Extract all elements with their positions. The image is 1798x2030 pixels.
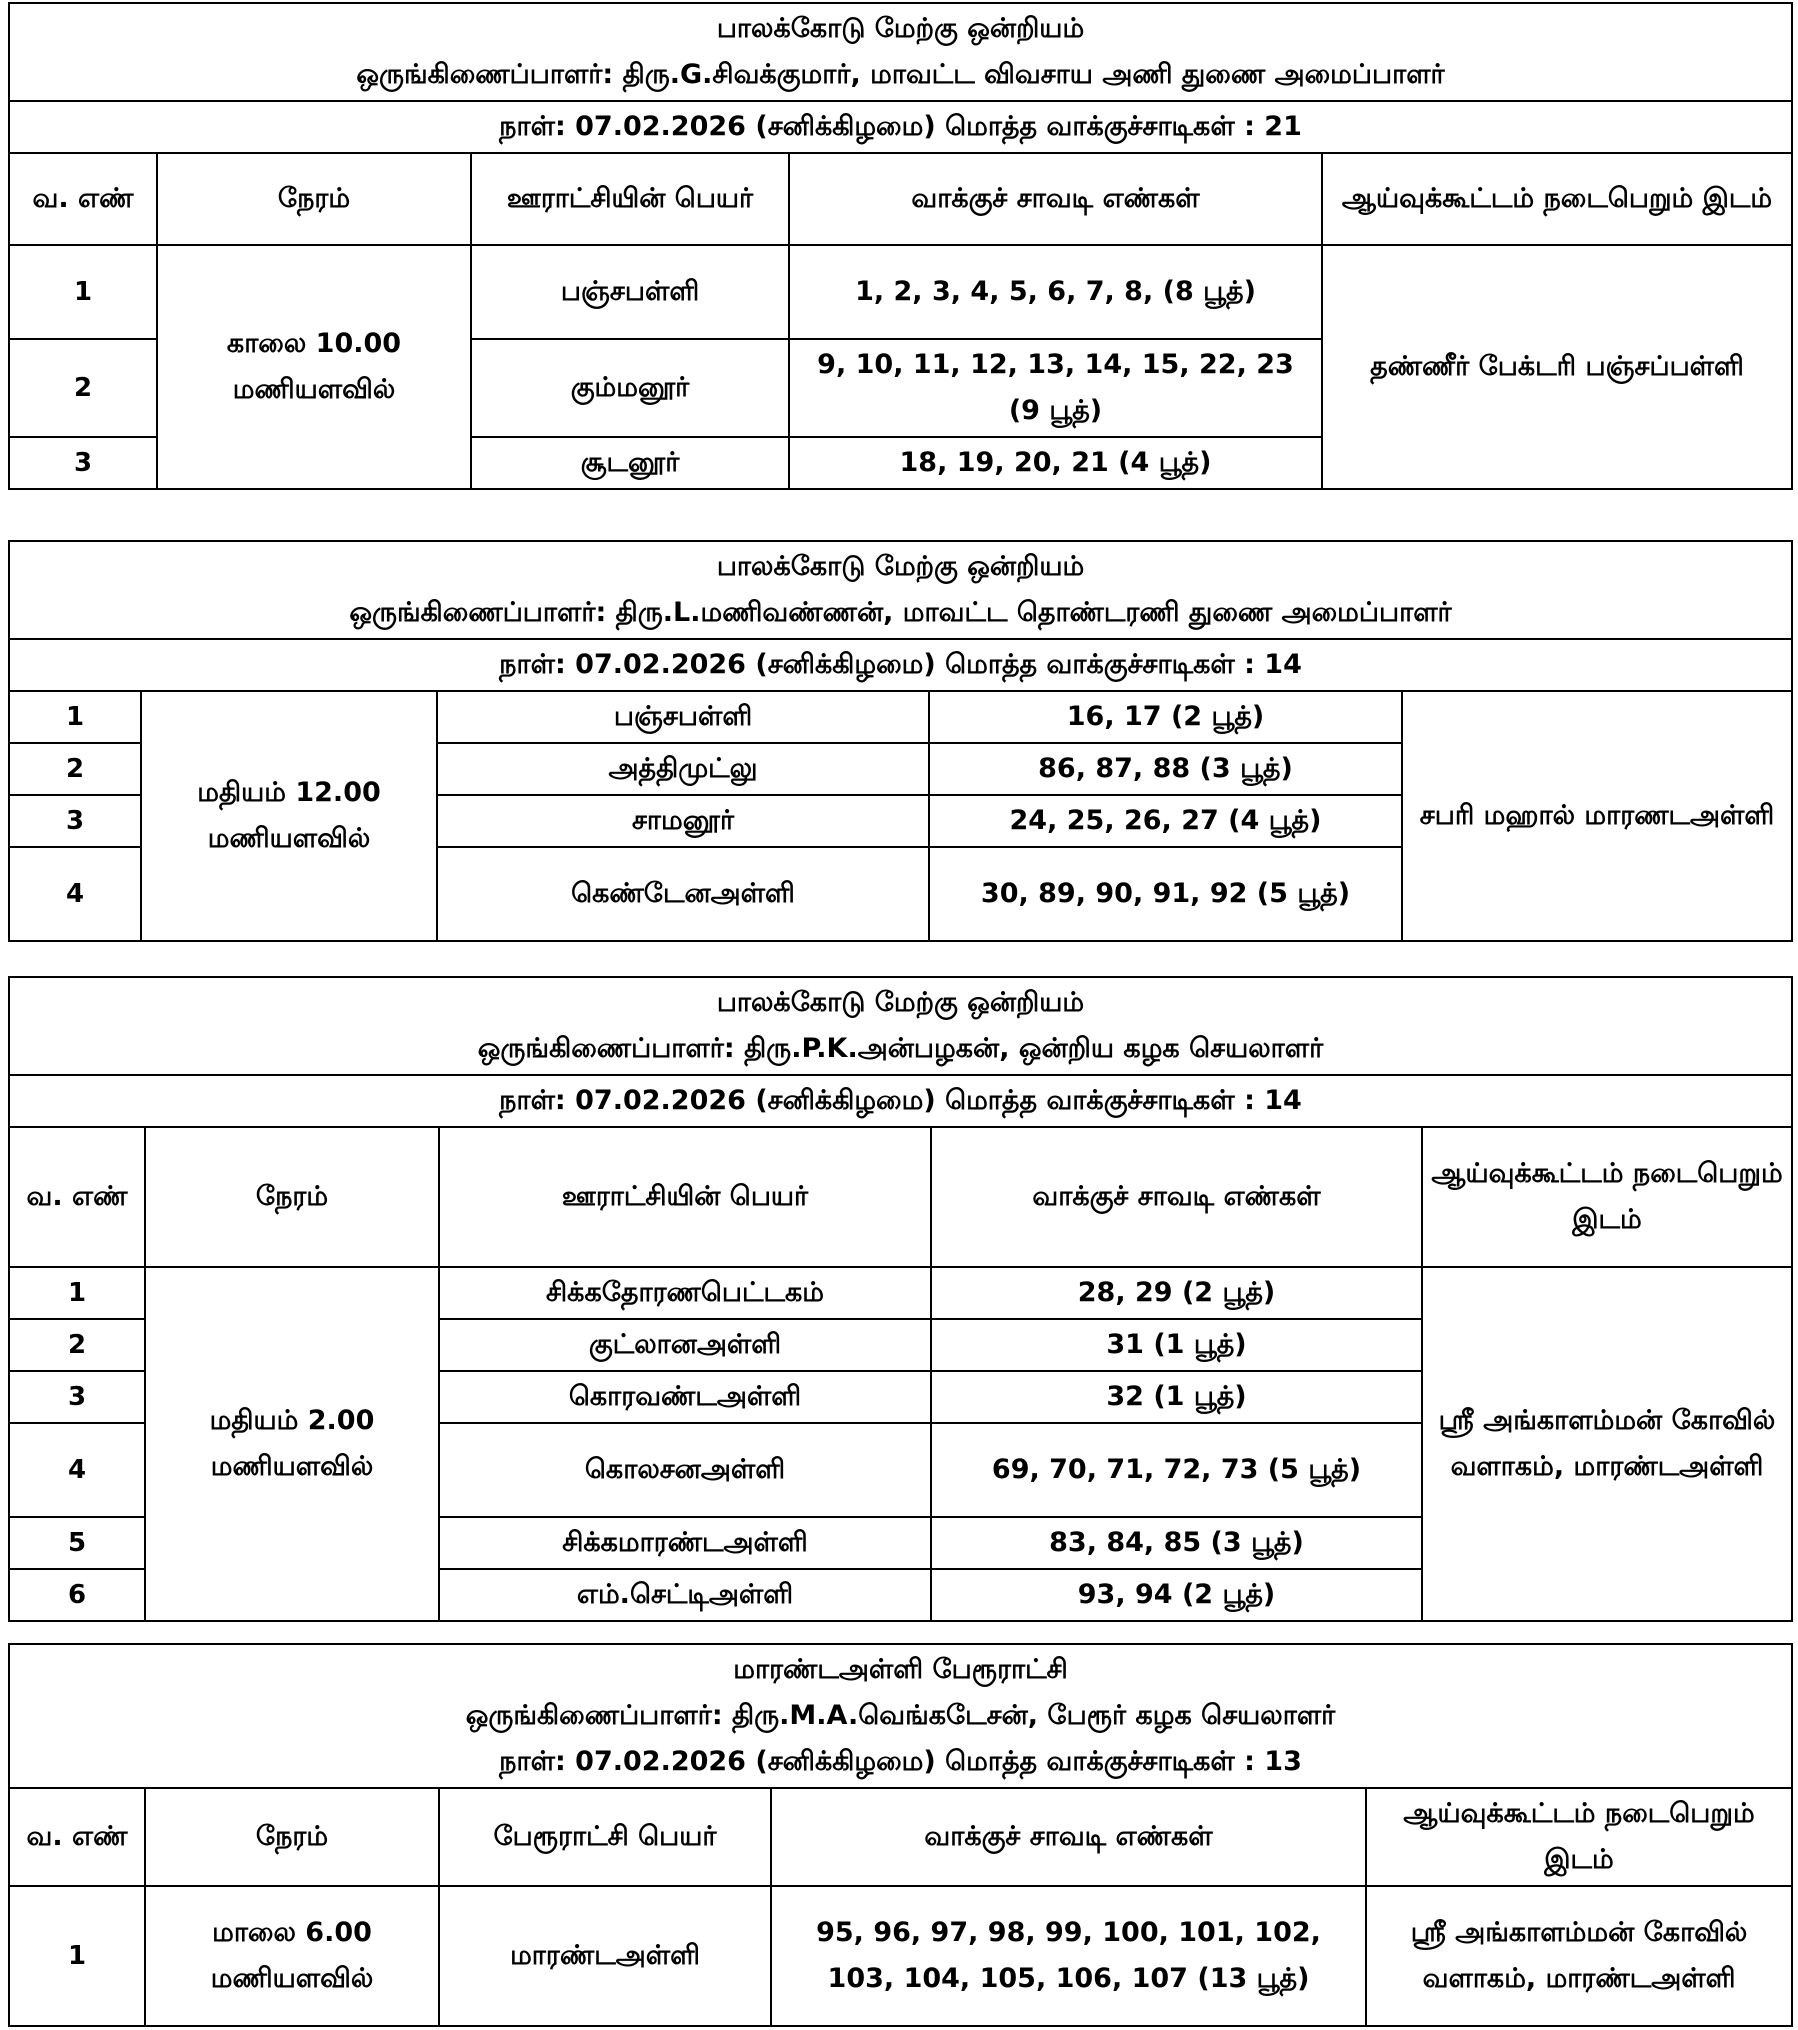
union-row bbox=[9, 541, 1792, 639]
row-sno: 3 bbox=[9, 795, 141, 847]
union-title bbox=[9, 977, 1792, 1075]
header-sno: வ. எண் bbox=[9, 1127, 145, 1267]
header-row bbox=[9, 1788, 1792, 1886]
row-sno: 5 bbox=[9, 1517, 145, 1569]
date-row bbox=[9, 101, 1792, 153]
row-sno: 4 bbox=[9, 1423, 145, 1517]
union-name: பாலக்கோடு மேற்கு ஒன்றியம் bbox=[716, 987, 1085, 1018]
table-row bbox=[9, 245, 1792, 339]
schedule-table-2 bbox=[8, 540, 1793, 942]
local-body-name: கொரவண்டஅள்ளி bbox=[439, 1371, 931, 1423]
date-line: நாள்: 07.02.2026 (சனிக்கிழமை) மொத்த வாக்குச்சாடிகள் : 13 bbox=[499, 1746, 1302, 1777]
booth-numbers: 95, 96, 97, 98, 99, 100, 101, 102, 103, 104, 105, 106, 107 (13 பூத்) bbox=[771, 1886, 1366, 2026]
header-time: நேரம் bbox=[145, 1127, 439, 1267]
local-body-name: பஞ்சபள்ளி bbox=[471, 245, 789, 339]
meeting-venue: தண்ணீர் பேக்டரி பஞ்சப்பள்ளி bbox=[1322, 245, 1792, 489]
coordinator-line: ஒருங்கிணைப்பாளர்: திரு.P.K.அன்பழகன், ஒன்றிய கழக செயலாளர் bbox=[477, 1033, 1324, 1064]
date-row bbox=[9, 639, 1792, 691]
header-booths: வாக்குச் சாவடி எண்கள் bbox=[789, 153, 1322, 245]
header-time: நேரம் bbox=[145, 1788, 439, 1886]
coordinator-line: ஒருங்கிணைப்பாளர்: திரு.G.சிவக்குமார், மாவட்ட விவசாய அணி துணை அமைப்பாளர் bbox=[356, 59, 1445, 90]
meeting-venue: சபரி மஹால் மாரணடஅள்ளி bbox=[1402, 691, 1792, 941]
meeting-venue: ஸ்ரீ அங்காளம்மன் கோவில் வளாகம், மாரண்டஅள்ளி bbox=[1422, 1267, 1792, 1621]
local-body-name: சிக்கதோரணபெட்டகம் bbox=[439, 1267, 931, 1319]
booth-numbers: 31 (1 பூத்) bbox=[931, 1319, 1422, 1371]
header-local-body: பேரூராட்சி பெயர் bbox=[439, 1788, 771, 1886]
union-row bbox=[9, 1644, 1792, 1788]
date-row bbox=[9, 1075, 1792, 1127]
booth-numbers: 69, 70, 71, 72, 73 (5 பூத்) bbox=[931, 1423, 1422, 1517]
union-title bbox=[9, 3, 1792, 101]
union-title bbox=[9, 541, 1792, 639]
header-venue: ஆய்வுக்கூட்டம் நடைபெறும் இடம் bbox=[1322, 153, 1792, 245]
union-row bbox=[9, 3, 1792, 101]
meeting-venue: ஸ்ரீ அங்காளம்மன் கோவில் வளாகம், மாரண்டஅள்ளி bbox=[1366, 1886, 1792, 2026]
local-body-name: சிக்கமாரண்டஅள்ளி bbox=[439, 1517, 931, 1569]
date-line: நாள்: 07.02.2026 (சனிக்கிழமை) மொத்த வாக்குச்சாடிகள் : 14 bbox=[9, 1075, 1792, 1127]
meeting-time: மதியம் 12.00 மணியளவில் bbox=[141, 691, 437, 941]
row-sno: 1 bbox=[9, 245, 157, 339]
booth-numbers: 9, 10, 11, 12, 13, 14, 15, 22, 23 (9 பூத்) bbox=[789, 339, 1322, 437]
local-body-name: கும்மனூர் bbox=[471, 339, 789, 437]
row-sno: 2 bbox=[9, 743, 141, 795]
row-sno: 1 bbox=[9, 1886, 145, 2026]
local-body-name: சாமனூர் bbox=[437, 795, 929, 847]
schedule-table-3 bbox=[8, 976, 1793, 1622]
local-body-name: குட்லானஅள்ளி bbox=[439, 1319, 931, 1371]
union-row bbox=[9, 977, 1792, 1075]
row-sno: 1 bbox=[9, 691, 141, 743]
union-name: பாலக்கோடு மேற்கு ஒன்றியம் bbox=[716, 551, 1085, 582]
date-line: நாள்: 07.02.2026 (சனிக்கிழமை) மொத்த வாக்குச்சாடிகள் : 21 bbox=[9, 101, 1792, 153]
row-sno: 2 bbox=[9, 339, 157, 437]
row-sno: 3 bbox=[9, 437, 157, 489]
header-venue: ஆய்வுக்கூட்டம் நடைபெறும் இடம் bbox=[1366, 1788, 1792, 1886]
header-sno: வ. எண் bbox=[9, 153, 157, 245]
header-row bbox=[9, 153, 1792, 245]
booth-numbers: 30, 89, 90, 91, 92 (5 பூத்) bbox=[929, 847, 1402, 941]
local-body-name: மாரண்டஅள்ளி bbox=[439, 1886, 771, 2026]
header-booths: வாக்குச் சாவடி எண்கள் bbox=[931, 1127, 1422, 1267]
schedule-table-4 bbox=[8, 1643, 1793, 2027]
local-body-name: கெண்டேனஅள்ளி bbox=[437, 847, 929, 941]
booth-numbers: 83, 84, 85 (3 பூத்) bbox=[931, 1517, 1422, 1569]
header-booths: வாக்குச் சாவடி எண்கள் bbox=[771, 1788, 1366, 1886]
header-local-body: ஊராட்சியின் பெயர் bbox=[471, 153, 789, 245]
union-title bbox=[9, 1644, 1792, 1788]
row-sno: 2 bbox=[9, 1319, 145, 1371]
header-row bbox=[9, 1127, 1792, 1267]
row-sno: 6 bbox=[9, 1569, 145, 1621]
meeting-time: மாலை 6.00 மணியளவில் bbox=[145, 1886, 439, 2026]
coordinator-line: ஒருங்கிணைப்பாளர்: திரு.M.A.வெங்கடேசன், பேரூர் கழக செயலாளர் bbox=[465, 1700, 1336, 1731]
row-sno: 4 bbox=[9, 847, 141, 941]
row-sno: 1 bbox=[9, 1267, 145, 1319]
local-body-name: கொலசனஅள்ளி bbox=[439, 1423, 931, 1517]
date-line: நாள்: 07.02.2026 (சனிக்கிழமை) மொத்த வாக்குச்சாடிகள் : 14 bbox=[9, 639, 1792, 691]
header-venue: ஆய்வுக்கூட்டம் நடைபெறும் இடம் bbox=[1422, 1127, 1792, 1267]
table-row bbox=[9, 1886, 1792, 2026]
local-body-name: சூடனூர் bbox=[471, 437, 789, 489]
meeting-time: மதியம் 2.00 மணியளவில் bbox=[145, 1267, 439, 1621]
booth-numbers: 18, 19, 20, 21 (4 பூத்) bbox=[789, 437, 1322, 489]
union-name: பாலக்கோடு மேற்கு ஒன்றியம் bbox=[716, 13, 1085, 44]
header-time: நேரம் bbox=[157, 153, 471, 245]
local-body-name: பஞ்சபள்ளி bbox=[437, 691, 929, 743]
booth-numbers: 86, 87, 88 (3 பூத்) bbox=[929, 743, 1402, 795]
coordinator-line: ஒருங்கிணைப்பாளர்: திரு.L.மணிவண்ணன், மாவட்ட தொண்டரணி துணை அமைப்பாளர் bbox=[349, 597, 1452, 628]
header-local-body: ஊராட்சியின் பெயர் bbox=[439, 1127, 931, 1267]
meeting-time: காலை 10.00 மணியளவில் bbox=[157, 245, 471, 489]
table-row bbox=[9, 691, 1792, 743]
local-body-name: அத்திமுட்லு bbox=[437, 743, 929, 795]
header-sno: வ. எண் bbox=[9, 1788, 145, 1886]
table-row bbox=[9, 1267, 1792, 1319]
booth-numbers: 93, 94 (2 பூத்) bbox=[931, 1569, 1422, 1621]
booth-numbers: 16, 17 (2 பூத்) bbox=[929, 691, 1402, 743]
booth-numbers: 24, 25, 26, 27 (4 பூத்) bbox=[929, 795, 1402, 847]
row-sno: 3 bbox=[9, 1371, 145, 1423]
local-body-name: எம்.செட்டிஅள்ளி bbox=[439, 1569, 931, 1621]
booth-numbers: 28, 29 (2 பூத்) bbox=[931, 1267, 1422, 1319]
schedule-table-1 bbox=[8, 2, 1793, 490]
booth-numbers: 1, 2, 3, 4, 5, 6, 7, 8, (8 பூத்) bbox=[789, 245, 1322, 339]
union-name: மாரண்டஅள்ளி பேரூராட்சி bbox=[733, 1654, 1068, 1685]
booth-numbers: 32 (1 பூத்) bbox=[931, 1371, 1422, 1423]
